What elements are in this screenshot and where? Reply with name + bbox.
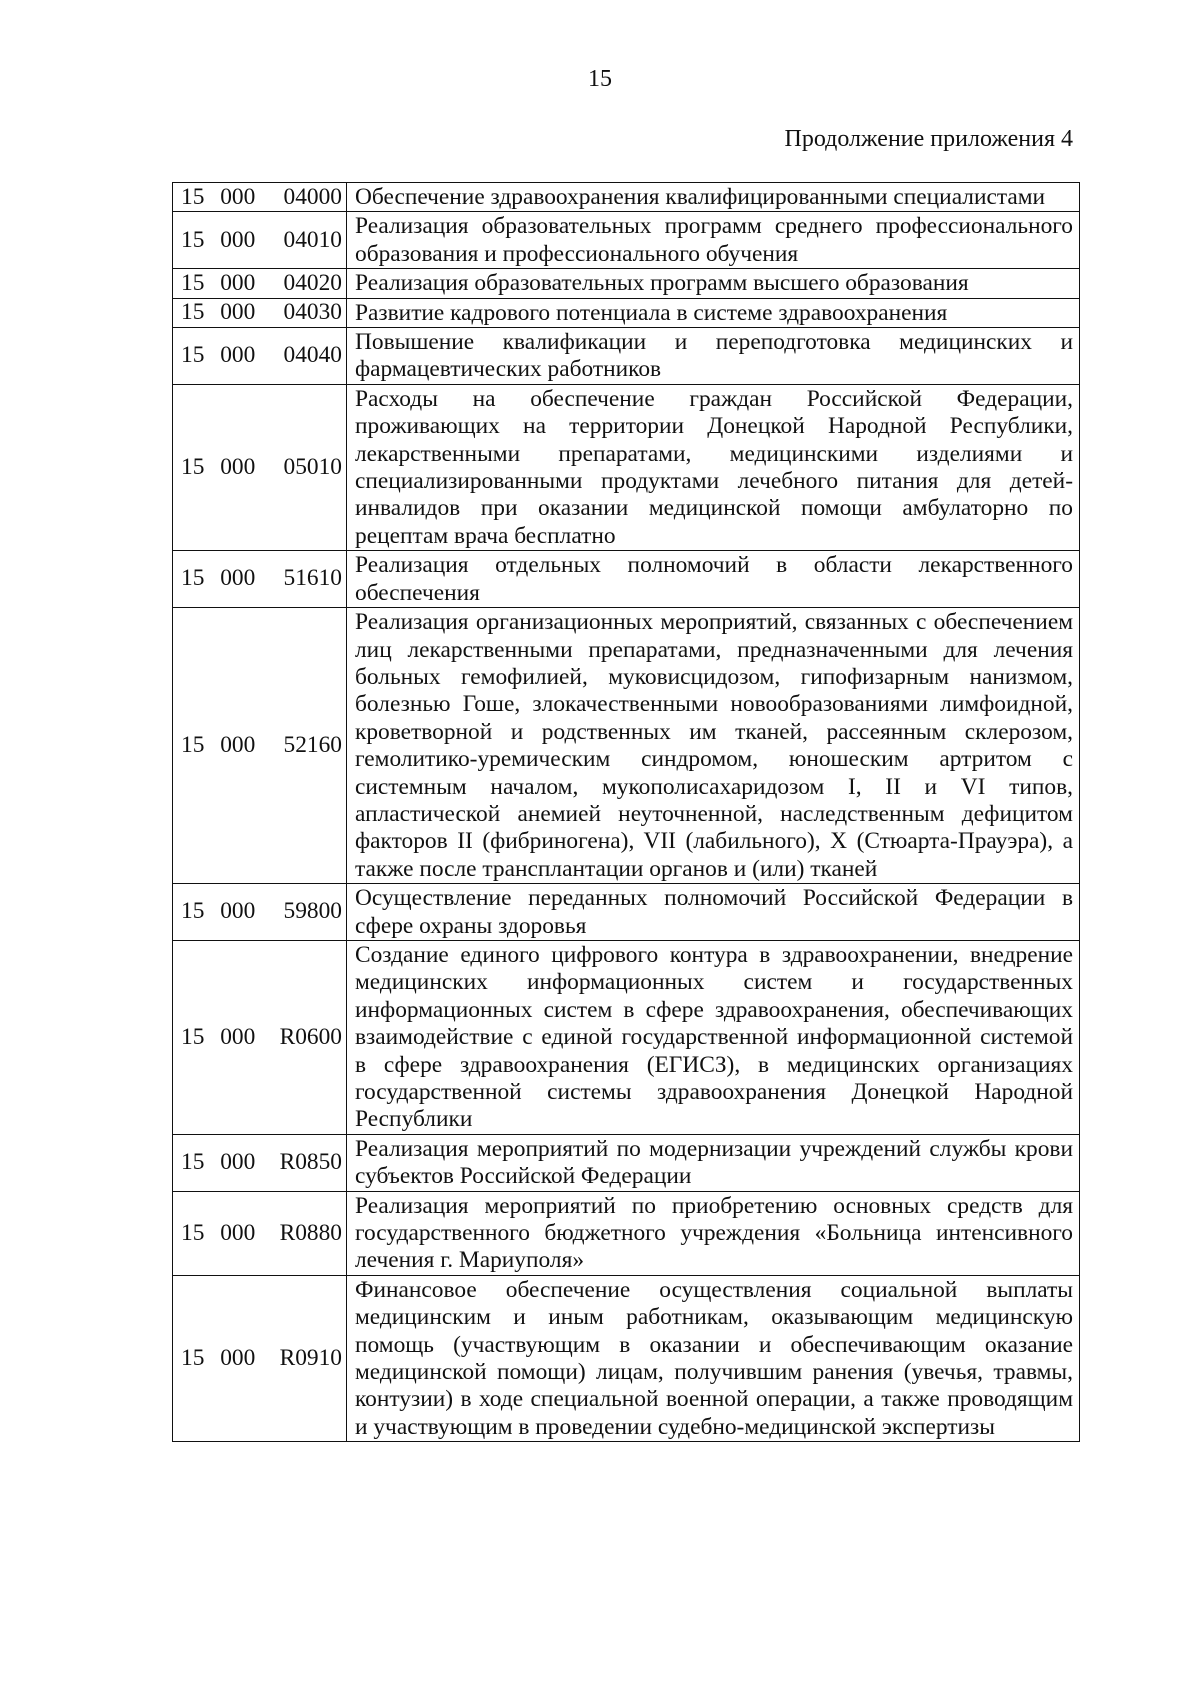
table-body	[173, 183, 1080, 1442]
code-value	[181, 1345, 342, 1372]
description-cell: Реализация отдельных полномочий в области лекарственного обеспечения	[347, 551, 1080, 608]
code-prefix: 15 000	[181, 1023, 256, 1050]
code-value	[181, 227, 342, 254]
budget-codes-table	[172, 182, 1080, 1442]
code-prefix: 15 000	[181, 269, 256, 296]
code-cell	[173, 884, 347, 941]
code-value	[181, 454, 342, 481]
code-suffix: R0600	[279, 1023, 342, 1050]
code-cell	[173, 269, 347, 298]
description-cell: Расходы на обеспечение граждан Российской Федерации, проживающих на территории Донецкой Народной Республики, лекарственными препаратами, медицинскими изделиями и специализированными продуктами лечебного питания для детей-инвалидов при оказании медицинской помощи амбулаторно по рецептам врача бесплатно	[347, 384, 1080, 550]
code-value	[181, 1024, 342, 1051]
code-cell	[173, 1134, 347, 1191]
code-suffix: R0880	[279, 1219, 342, 1246]
code-value	[181, 299, 342, 326]
description-cell: Развитие кадрового потенциала в системе здравоохранения	[347, 298, 1080, 327]
code-cell	[173, 1191, 347, 1275]
table-row	[173, 183, 1080, 212]
code-value	[181, 184, 342, 211]
description-cell: Осуществление переданных полномочий Российской Федерации в сфере охраны здоровья	[347, 884, 1080, 941]
code-prefix: 15 000	[181, 299, 256, 326]
table-row	[173, 940, 1080, 1134]
code-cell	[173, 328, 347, 385]
code-value	[181, 270, 342, 297]
table-row	[173, 1134, 1080, 1191]
code-cell	[173, 384, 347, 550]
code-cell	[173, 298, 347, 327]
description-cell: Обеспечение здравоохранения квалифицированными специалистами	[347, 183, 1080, 212]
description-cell: Финансовое обеспечение осуществления социальной выплаты медицинским и иным работникам, оказывающим медицинскую помощь (участвующим в оказании и обеспечивающим оказание медицинской помощи) лицам, получившим ранения (увечья, травмы, контузии) в ходе специальной военной операции, а также проводящим и участвующим в проведении судебно-медицинской экспертизы	[347, 1275, 1080, 1441]
code-suffix: R0910	[279, 1344, 342, 1371]
code-prefix: 15 000	[181, 1344, 256, 1371]
code-cell	[173, 183, 347, 212]
code-value	[181, 1220, 342, 1247]
code-cell	[173, 608, 347, 884]
table-row	[173, 328, 1080, 385]
code-prefix: 15 000	[181, 453, 256, 480]
description-cell: Реализация мероприятий по приобретению основных средств для государственного бюджетного учреждения «Больница интенсивного лечения г. Мариуполя»	[347, 1191, 1080, 1275]
table-row	[173, 1191, 1080, 1275]
table-row	[173, 384, 1080, 550]
code-suffix: 04010	[283, 226, 342, 253]
table-row	[173, 212, 1080, 269]
table-row	[173, 884, 1080, 941]
continuation-heading: Продолжение приложения 4	[784, 126, 1073, 152]
code-suffix: 04040	[283, 342, 342, 369]
code-prefix: 15 000	[181, 342, 256, 369]
code-value	[181, 898, 342, 925]
code-suffix: 59800	[283, 898, 342, 925]
table-row	[173, 551, 1080, 608]
description-cell: Создание единого цифрового контура в здравоохранении, внедрение медицинских информационных систем и государственных информационных систем в сфере здравоохранения, обеспечивающих взаимодействие с единой государственной информационной системой в сфере здравоохранения (ЕГИСЗ), в медицинских организациях государственной системы здравоохранения Донецкой Народной Республики	[347, 940, 1080, 1134]
code-suffix: R0850	[279, 1149, 342, 1176]
code-cell	[173, 1275, 347, 1441]
code-suffix: 51610	[283, 565, 342, 592]
code-prefix: 15 000	[181, 731, 256, 758]
code-suffix: 05010	[283, 453, 342, 480]
description-cell: Реализация организационных мероприятий, связанных с обеспечением лиц лекарственными препаратами, предназначенными для лечения больных гемофилией, муковисцидозом, гипофизарным нанизмом, болезнью Гоше, злокачественными новообразованиями лимфоидной, кроветворной и родственных им тканей, рассеянным склерозом, гемолитико-уремическим синдромом, юношеским артритом с системным началом, мукополисахаридозом I, II и VI типов, апластической анемией неуточненной, наследственным дефицитом факторов II (фибриногена), VII (лабильного), X (Стюарта-Прауэра), а также после трансплантации органов и (или) тканей	[347, 608, 1080, 884]
table-row	[173, 1275, 1080, 1441]
code-suffix: 04020	[283, 269, 342, 296]
description-cell: Реализация образовательных программ среднего профессионального образования и профессионального обучения	[347, 212, 1080, 269]
code-prefix: 15 000	[181, 898, 256, 925]
code-prefix: 15 000	[181, 565, 256, 592]
code-value	[181, 565, 342, 592]
description-cell: Реализация мероприятий по модернизации учреждений службы крови субъектов Российской Федерации	[347, 1134, 1080, 1191]
table-row	[173, 269, 1080, 298]
code-cell	[173, 551, 347, 608]
code-cell	[173, 940, 347, 1134]
code-value	[181, 342, 342, 369]
table-row	[173, 608, 1080, 884]
description-cell: Повышение квалификации и переподготовка медицинских и фармацевтических работников	[347, 328, 1080, 385]
table-row	[173, 298, 1080, 327]
code-prefix: 15 000	[181, 1149, 256, 1176]
page-number: 15	[588, 66, 612, 92]
code-value	[181, 1149, 342, 1176]
code-prefix: 15 000	[181, 183, 256, 210]
code-suffix: 04030	[283, 299, 342, 326]
code-prefix: 15 000	[181, 226, 256, 253]
code-suffix: 04000	[283, 183, 342, 210]
code-cell	[173, 212, 347, 269]
description-cell: Реализация образовательных программ высшего образования	[347, 269, 1080, 298]
code-prefix: 15 000	[181, 1219, 256, 1246]
code-value	[181, 732, 342, 759]
code-suffix: 52160	[283, 731, 342, 758]
